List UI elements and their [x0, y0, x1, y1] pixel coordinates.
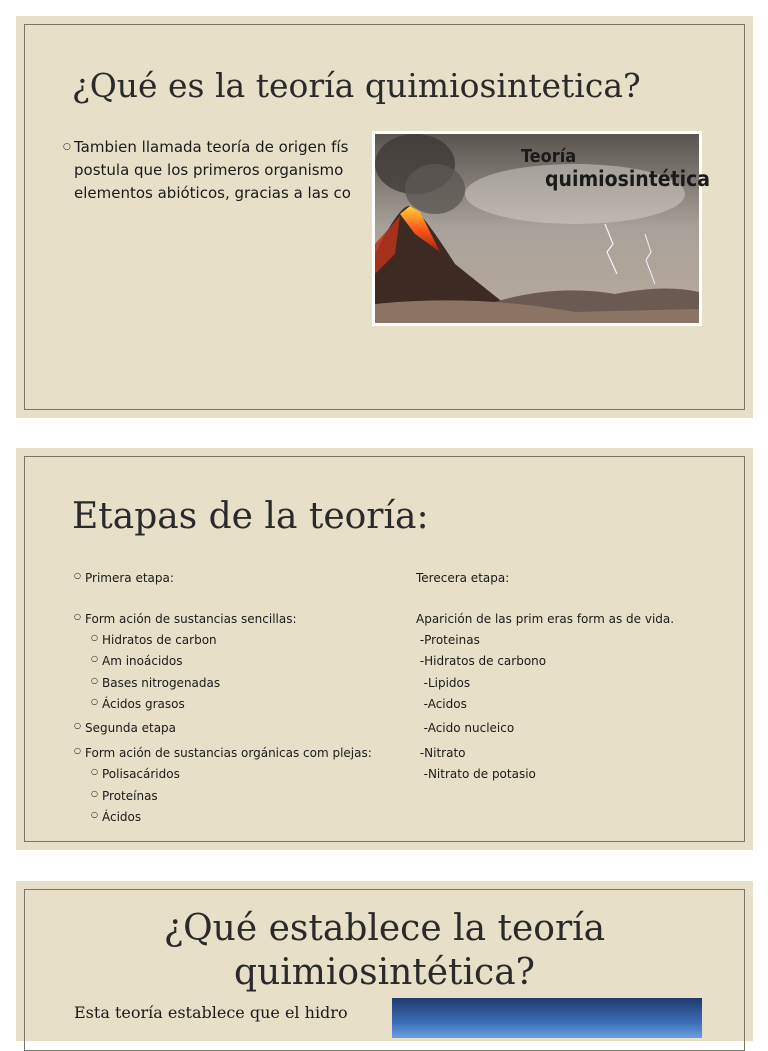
- bullet-icon: ○: [74, 746, 81, 755]
- bullet-icon: ○: [91, 654, 98, 663]
- list-item: ○ Polisacáridos: [91, 767, 180, 781]
- bullet-icon: ○: [91, 810, 98, 819]
- slide-3: [16, 881, 753, 1041]
- list-item: ○ Form ación de sustancias sencillas:: [74, 612, 297, 626]
- bullet-icon: ○: [74, 612, 81, 621]
- list-item: -Nitrato: [416, 746, 466, 760]
- image-caption: quimiosintética: [545, 167, 711, 191]
- list-item: ○ Proteínas: [91, 789, 158, 803]
- list-item: Aparición de las prim eras form as de vida.: [416, 612, 675, 626]
- list-item: ○ Bases nitrogenadas: [91, 676, 221, 690]
- list-item: -Acidos: [416, 697, 467, 711]
- list-item: ○ Ácidos grasos: [91, 697, 185, 711]
- list-item: -Hidratos de carbono: [416, 654, 547, 668]
- bullet-icon: ○: [91, 767, 98, 776]
- list-item: ○ Segunda etapa: [74, 721, 177, 735]
- list-item: ○ Ácidos: [91, 810, 142, 824]
- bullet-icon: ○: [74, 721, 81, 730]
- slide-1: [16, 16, 753, 418]
- list-item: ○ Primera etapa:: [74, 571, 174, 585]
- image-caption: Teoría: [521, 146, 577, 167]
- list-item: -Proteinas: [416, 633, 480, 647]
- bullet-icon: ○: [74, 571, 81, 580]
- bullet-line: elementos abióticos, gracias a las co: [74, 184, 351, 202]
- list-item: -Lipidos: [416, 676, 471, 690]
- bullet-paragraph: [63, 136, 404, 205]
- bullet-line: postula que los primeros organismo: [74, 161, 344, 179]
- slide-title: ¿Qué es la teoría quimiosintetica?: [72, 66, 641, 105]
- bullet-icon: ○: [63, 142, 71, 152]
- volcano-image: [372, 131, 711, 326]
- list-item: ○ Am inoácidos: [91, 654, 183, 668]
- bullet-icon: ○: [91, 676, 98, 685]
- list-item: -Nitrato de potasio: [416, 767, 536, 781]
- bullet-icon: ○: [91, 789, 98, 798]
- bullet-icon: ○: [91, 697, 98, 706]
- list-item: Terecera etapa:: [416, 571, 510, 585]
- bullet-icon: ○: [91, 633, 98, 642]
- bullet-line: Tambien llamada teoría de origen fís: [74, 138, 349, 156]
- body-text: Esta teoría establece que el hidro: [74, 1003, 348, 1022]
- slide-title: ¿Qué establece la teoría quimiosintética?: [163, 908, 606, 993]
- list-item: -Acido nucleico: [416, 721, 515, 735]
- slide-title: Etapas de la teoría:: [72, 496, 429, 537]
- slide-2: [16, 448, 753, 850]
- lightning-image: [392, 998, 702, 1038]
- list-item: ○ Form ación de sustancias orgánicas com plejas:: [74, 746, 372, 760]
- list-item: ○ Hidratos de carbon: [91, 633, 217, 647]
